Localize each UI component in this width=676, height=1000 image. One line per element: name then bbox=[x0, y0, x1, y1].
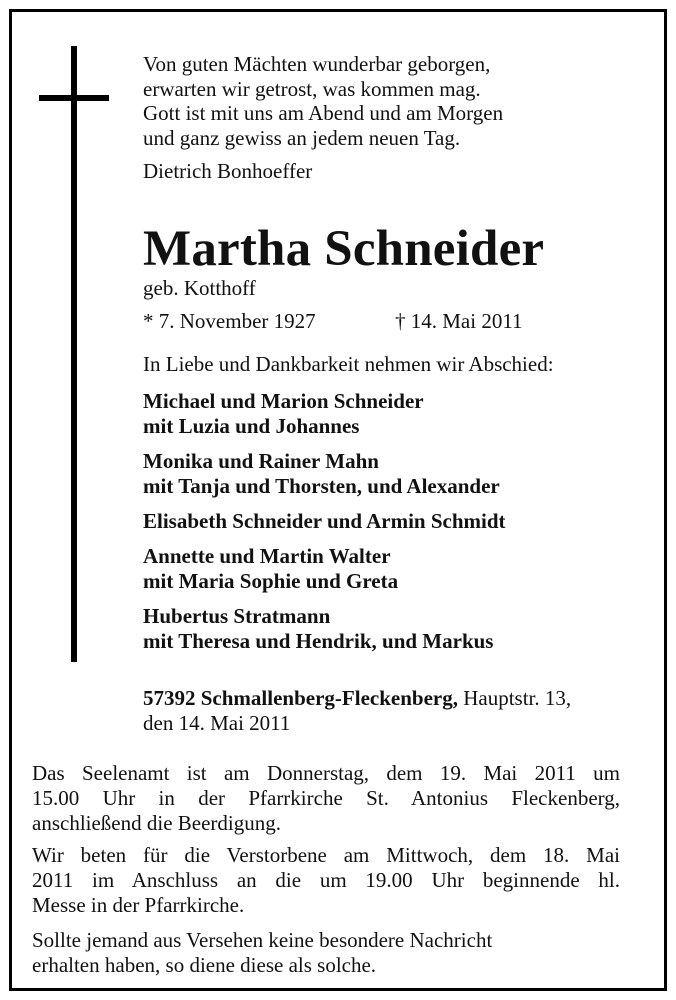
obituary-notice bbox=[9, 9, 667, 991]
paragraph-line: erhalten haben, so diene diese als solche. bbox=[32, 953, 377, 977]
death-date: † 14. Mai 2011 bbox=[395, 309, 523, 333]
poem-author: Dietrich Bonhoeffer bbox=[143, 159, 313, 183]
paragraph-line: Sollte jemand aus Versehen keine besondere Nachricht bbox=[32, 928, 493, 952]
family-group bbox=[143, 544, 643, 594]
family-line: mit Maria Sophie und Greta bbox=[143, 569, 399, 593]
family-line: mit Theresa und Hendrik, und Markus bbox=[143, 629, 494, 653]
family-line: Annette und Martin Walter bbox=[143, 544, 391, 568]
family-line: Michael und Marion Schneider bbox=[143, 389, 424, 413]
poem-line: Von guten Mächten wunderbar geborgen, bbox=[143, 52, 491, 76]
family-line: Monika und Rainer Mahn bbox=[143, 449, 379, 473]
address-place: 57392 Schmallenberg-Fleckenberg, bbox=[143, 686, 458, 710]
farewell-intro: In Liebe und Dankbarkeit nehmen wir Abschied: bbox=[143, 352, 554, 376]
poem-line: erwarten wir getrost, was kommen mag. bbox=[143, 76, 481, 101]
cross-icon bbox=[71, 46, 77, 662]
paragraph-line: 2011 im Anschluss an die um 19.00 Uhr beginnende hl. bbox=[32, 868, 620, 892]
paragraph-line: Das Seelenamt ist am Donnerstag, dem 19. Mai 2011 um bbox=[32, 761, 620, 785]
family-group bbox=[143, 604, 643, 654]
life-dates bbox=[143, 309, 643, 334]
deceased-name: Martha Schneider bbox=[143, 221, 545, 277]
paragraph-line: Messe in der Pfarrkirche. bbox=[32, 893, 245, 917]
funeral-paragraph bbox=[32, 761, 620, 836]
notice-paragraph bbox=[32, 928, 620, 978]
family-group bbox=[143, 509, 643, 534]
address-date: den 14. Mai 2011 bbox=[143, 711, 291, 735]
poem bbox=[143, 52, 643, 150]
family-line: mit Tanja und Thorsten, und Alexander bbox=[143, 474, 500, 498]
poem-line: Gott ist mit uns am Abend und am Morgen bbox=[143, 101, 504, 125]
family-group bbox=[143, 449, 643, 499]
family-group bbox=[143, 389, 643, 439]
paragraph-line: Wir beten für die Verstorbene am Mittwoch, dem 18. Mai bbox=[32, 843, 620, 867]
paragraph-line: anschließend die Beerdigung. bbox=[32, 811, 282, 835]
address-street: Hauptstr. 13, bbox=[463, 686, 572, 710]
family-list bbox=[143, 389, 643, 664]
cross-icon-bar bbox=[39, 95, 109, 101]
poem-line: und ganz gewiss an jedem neuen Tag. bbox=[143, 125, 461, 150]
address-block bbox=[143, 686, 643, 736]
prayer-paragraph bbox=[32, 843, 620, 918]
maiden-name: geb. Kotthoff bbox=[143, 276, 256, 300]
family-line: mit Luzia und Johannes bbox=[143, 414, 360, 438]
family-line: Elisabeth Schneider und Armin Schmidt bbox=[143, 509, 506, 533]
paragraph-line: 15.00 Uhr in der Pfarrkirche St. Antonius Fleckenberg, bbox=[32, 786, 620, 810]
birth-date: * 7. November 1927 bbox=[143, 309, 316, 333]
address-line bbox=[143, 686, 643, 711]
family-line: Hubertus Stratmann bbox=[143, 604, 331, 628]
